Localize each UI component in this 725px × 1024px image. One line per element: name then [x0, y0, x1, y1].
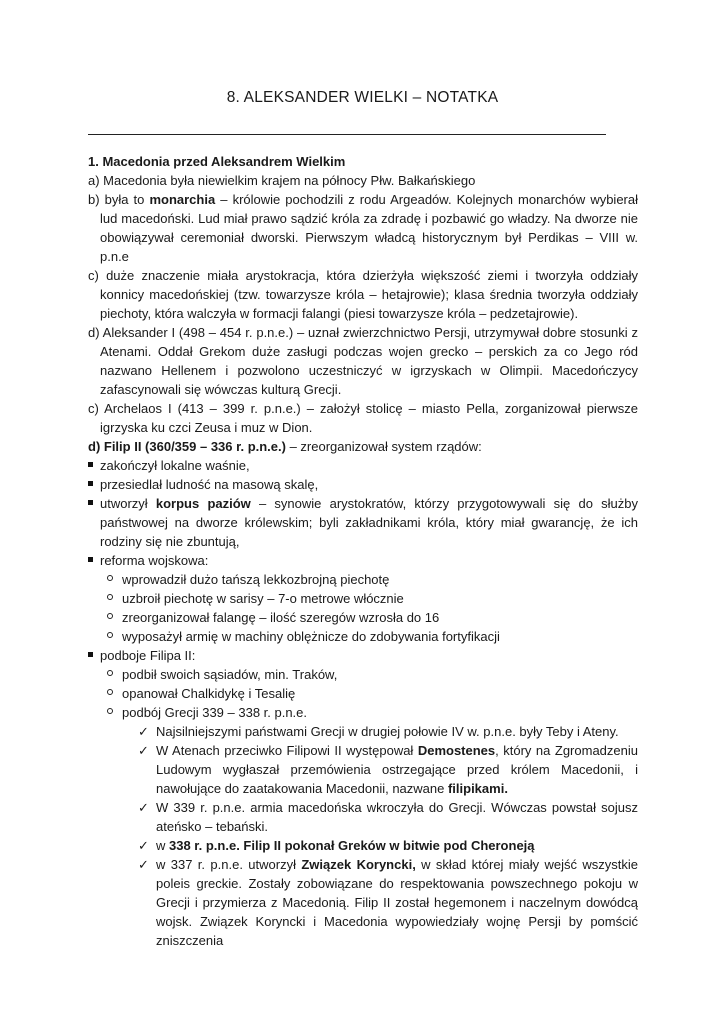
check-item — [88, 722, 638, 741]
square-bullet-icon — [88, 500, 93, 505]
list-item-text: – synowie arystokratów, którzy przygotowywali się do służby państwowej na dworze królewskim; byli zakładnikami króla, który miał gwarancję, że ich rodziny się nie zbuntują, — [100, 496, 638, 549]
check-item — [88, 836, 638, 855]
circle-bullet-icon — [107, 613, 113, 619]
check-item-text: w — [156, 838, 169, 853]
check-item-text: W Atenach przeciwko Filipowi II występował — [156, 743, 418, 758]
paragraph-d2-bold: d) Filip II (360/359 – 336 r. p.n.e.) — [88, 439, 286, 454]
square-bullet-icon — [88, 557, 93, 562]
check-item-text: W 339 r. p.n.e. armia macedońska wkroczyła do Grecji. Wówczas powstał sojusz ateńsko – tebański. — [156, 800, 638, 834]
list-item-text: zakończył lokalne waśnie, — [100, 458, 250, 473]
list-item-text: reforma wojskowa: — [100, 553, 209, 568]
list-item — [88, 551, 638, 570]
list-item-text: przesiedlał ludność na masową skalę, — [100, 477, 319, 492]
list-item-text: podboje Filipa II: — [100, 648, 196, 663]
square-bullet-icon — [88, 481, 93, 486]
sublist-item-text: wyposażył armię w machiny oblężnicze do zdobywania fortyfikacji — [122, 629, 500, 644]
sublist-item — [88, 589, 638, 608]
list-item — [88, 494, 638, 551]
check-item-text: Najsilniejszymi państwami Grecji w drugiej połowie IV w. p.n.e. były Teby i Ateny. — [156, 724, 619, 739]
checkmark-icon: ✓ — [138, 838, 149, 853]
square-bullet-icon — [88, 652, 93, 657]
circle-bullet-icon — [107, 594, 113, 600]
checkmark-icon: ✓ — [138, 724, 149, 739]
check-item-text: , który na Zgromadzeniu Ludowym wygłaszał przemówienia ostrzegające przed królem Macedonii, i nawołujące do zaatakowania Macedonii, nazwane — [156, 743, 638, 796]
paragraph-c2: c) Archelaos I (413 – 399 r. p.n.e.) – założył stolicę – miasto Pella, zorganizował pierwsze igrzyska ku czci Zeusa i muz w Dion. — [88, 401, 638, 435]
paragraph-b — [88, 190, 638, 266]
sublist-item — [88, 608, 638, 627]
circle-bullet-icon — [107, 632, 113, 638]
check-item-bold: Demostenes — [417, 743, 496, 758]
checkmark-icon: ✓ — [138, 857, 149, 872]
circle-bullet-icon — [107, 689, 113, 695]
sublist-item — [88, 570, 638, 589]
check-item — [88, 741, 638, 798]
paragraph-c1: c) duże znaczenie miała arystokracja, która dzierżyła większość ziemi i tworzyła oddziały konnicy macedońskiej (tzw. towarzysze króla – hetajrowie); klasa średnia tworzyła oddziały piechoty, która walczyła w formacji falangi (piesi towarzysze króla – pedzetajrowie). — [88, 268, 638, 321]
sublist-item — [88, 684, 638, 703]
sublist-item-text: podbój Grecji 339 – 338 r. p.n.e. — [122, 705, 308, 720]
sublist-item — [88, 665, 638, 684]
list-item-bold: korpus paziów — [155, 496, 251, 511]
checkmark-icon: ✓ — [138, 800, 149, 815]
document-body — [88, 152, 638, 950]
page-title: 8. ALEKSANDER WIELKI – NOTATKA — [226, 89, 499, 106]
square-bullet-icon — [88, 462, 93, 467]
sublist-item-text: opanował Chalkidykę i Tesalię — [122, 686, 296, 701]
checkmark-icon: ✓ — [138, 743, 149, 758]
title-divider — [88, 134, 606, 135]
section-heading: 1. Macedonia przed Aleksandrem Wielkim — [88, 154, 346, 169]
sublist-item-text: uzbroił piechotę w sarisy – 7-o metrowe włócznie — [122, 591, 404, 606]
paragraph-b-rest: – królowie pochodzili z rodu Argeadów. Kolejnych monarchów wybierał lud macedoński. Lud miał prawo sądzić króla za zdradę i pozbawić go władzy. Na dworze nie obowiązywał ceremoniał dworski. Pierwszym władcą historycznym był Perdikas – VIII w. p.n.e — [100, 192, 638, 264]
sublist-item-text: wprowadził dużo tańszą lekkozbrojną piechotę — [122, 572, 390, 587]
circle-bullet-icon — [107, 575, 113, 581]
check-item-bold: Związek Koryncki, — [301, 857, 416, 872]
circle-bullet-icon — [107, 670, 113, 676]
paragraph-d1: d) Aleksander I (498 – 454 r. p.n.e.) – uznał zwierzchnictwo Persji, utrzymywał dobre stosunki z Atenami. Oddał Grekom duże zasługi podczas wojen grecko – perskich za co Jego ród nazwano Hellenem i pozwolono uczestniczyć w igrzyskach w Olimpii. Macedończycy zafascynowali się wówczas kulturą Grecji. — [88, 325, 638, 397]
check-item — [88, 855, 638, 950]
check-item-bold: 338 r. p.n.e. Filip II pokonał Greków w bitwie pod Cheroneją — [169, 838, 535, 853]
paragraph-a: a) Macedonia była niewielkim krajem na północy Płw. Bałkańskiego — [88, 173, 476, 188]
list-item-text: utworzył — [100, 496, 156, 511]
sublist-item-text: podbił swoich sąsiadów, min. Traków, — [122, 667, 338, 682]
sublist-item — [88, 703, 638, 722]
list-item — [88, 456, 638, 475]
paragraph-b-text: b) była to — [88, 192, 150, 207]
sublist-item-text: zreorganizował falangę – ilość szeregów wzrosła do 16 — [122, 610, 440, 625]
paragraph-d2 — [88, 437, 638, 456]
paragraph-b-bold: monarchia — [149, 192, 216, 207]
circle-bullet-icon — [107, 708, 113, 714]
paragraph-d2-text: – zreorganizował system rządów: — [285, 439, 482, 454]
check-item — [88, 798, 638, 836]
check-item-bold: filipikami. — [447, 781, 508, 796]
sublist-item — [88, 627, 638, 646]
check-item-text: w 337 r. p.n.e. utworzył — [156, 857, 302, 872]
list-item — [88, 646, 638, 665]
check-item-text: w skład której miały wejść wszystkie poleis greckie. Zostały zobowiązane do respektowania powszechnego pokoju w Grecji i przymierza z Macedonią. Filip II został hegemonem i naczelnym dowódcą wojsk. Związek Koryncki i Macedonia wypowiedziały wojnę Persji by pomścić zniszczenia — [156, 857, 638, 948]
list-item — [88, 475, 638, 494]
